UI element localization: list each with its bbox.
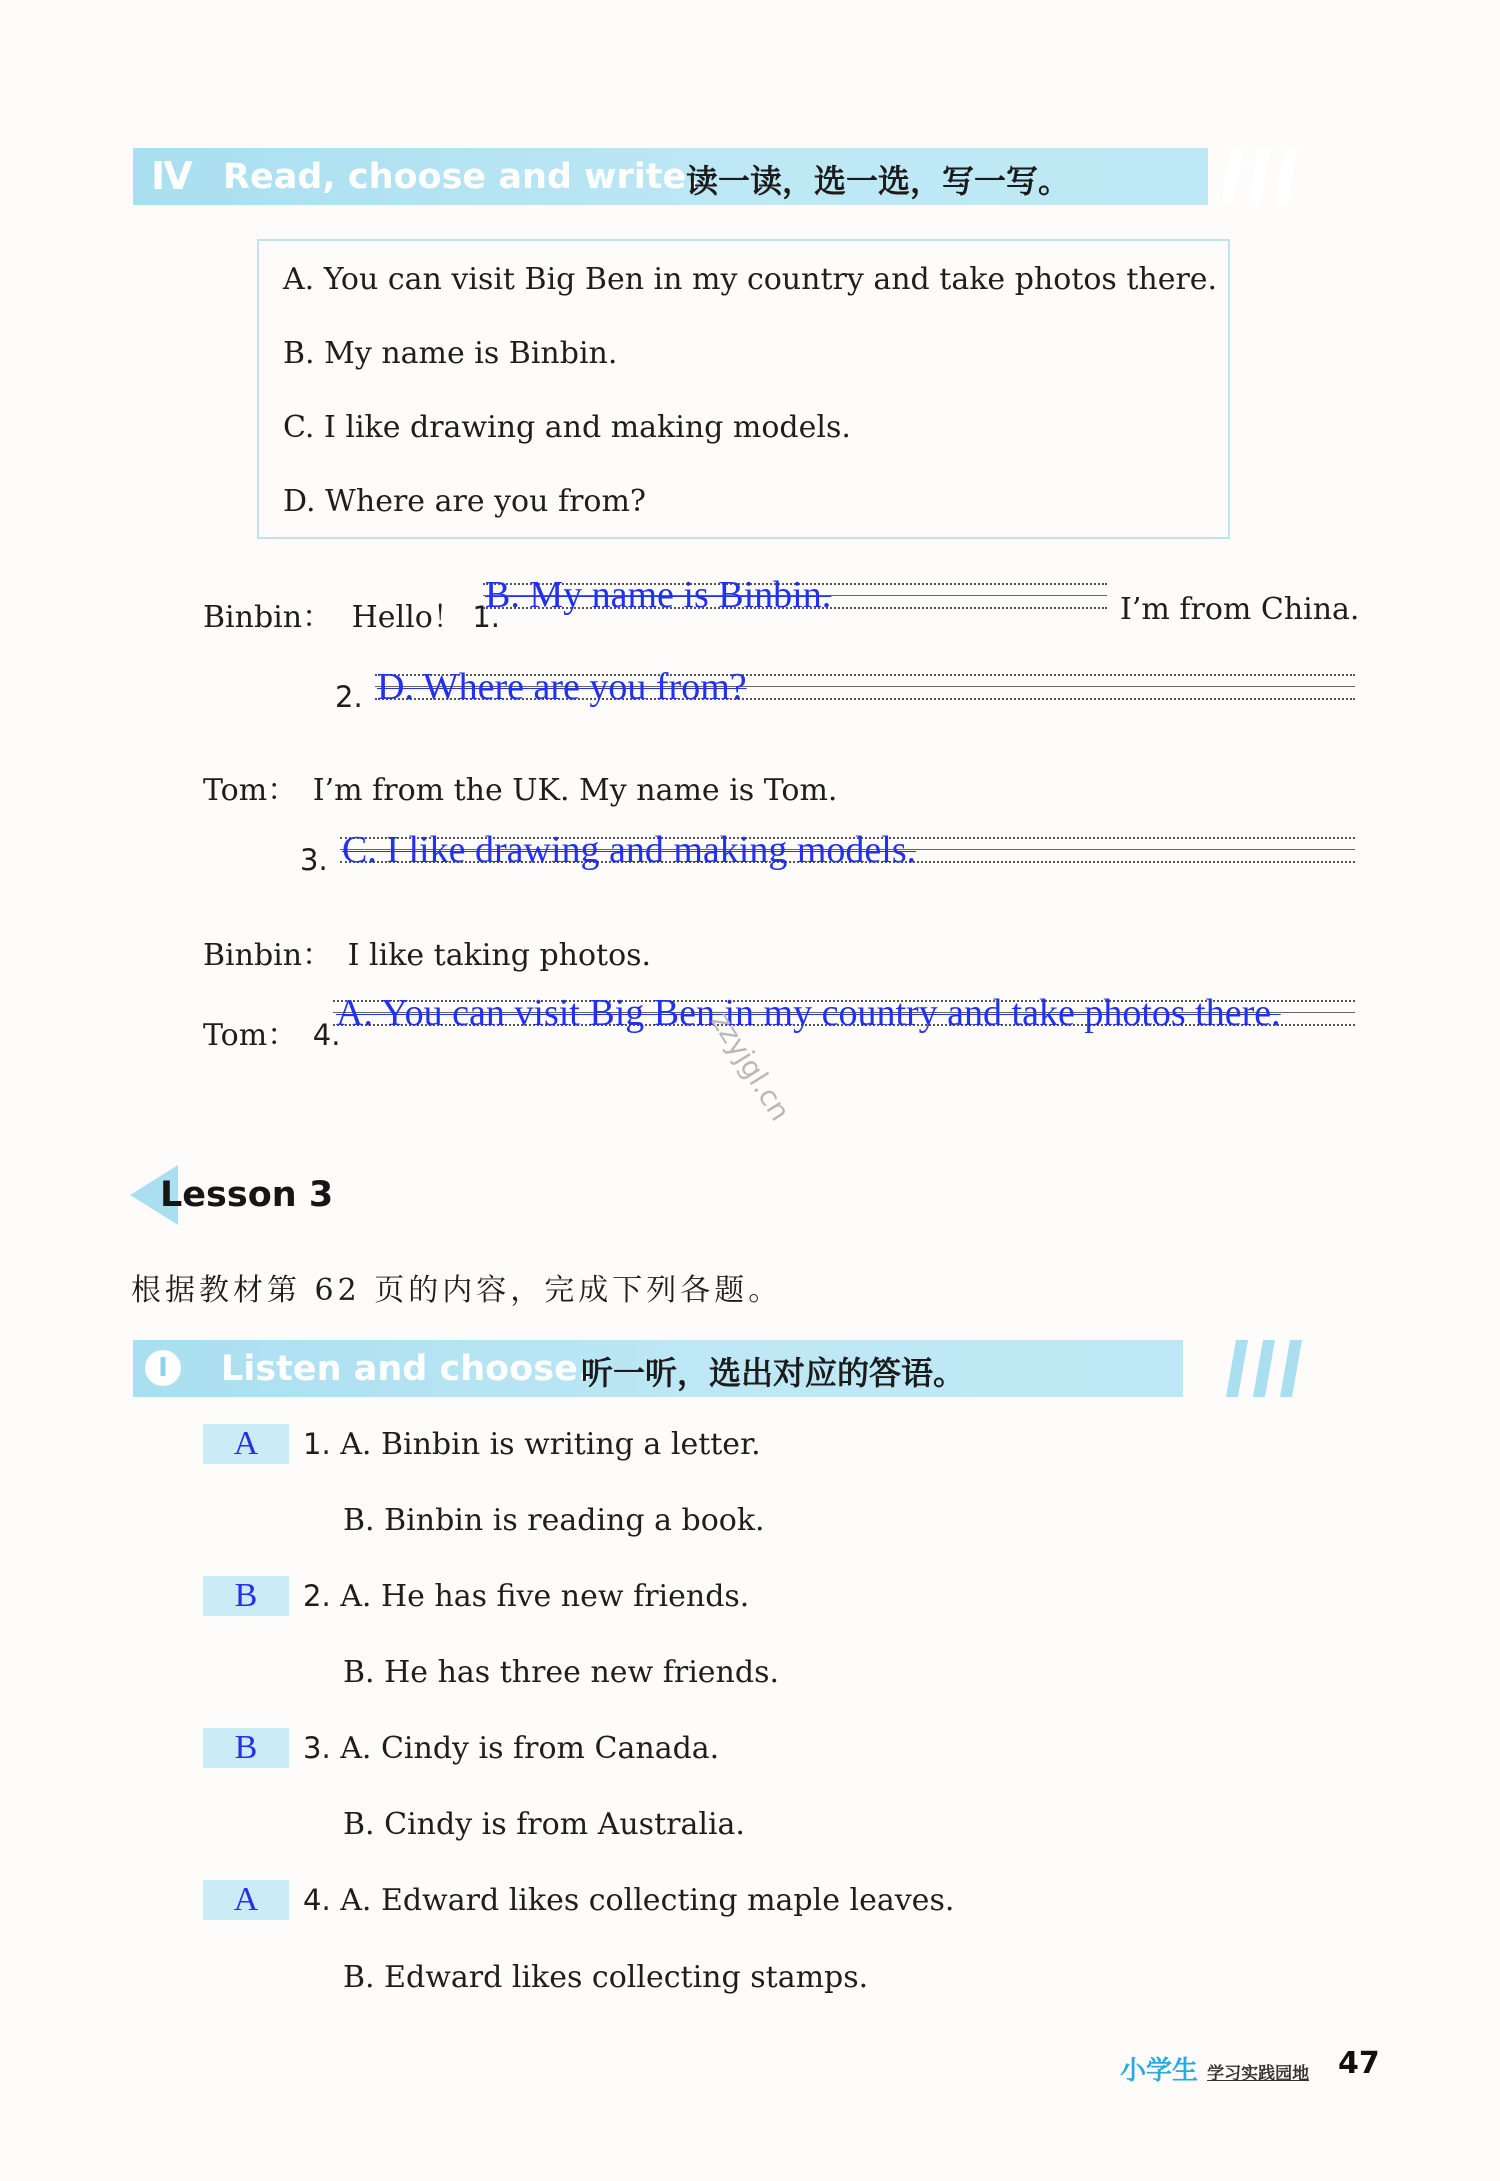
option-b-text: B. Binbin is reading a book. — [343, 1503, 765, 1538]
dialogue-text: Hello！ — [351, 600, 463, 635]
handwritten-answer-3: C. I like drawing and making models. — [342, 829, 917, 871]
handwritten-answer-4: A. You can visit Big Ben in my country and take photos there. — [336, 992, 1281, 1034]
dialogue-line-3 — [203, 765, 837, 809]
question-1 — [303, 1427, 761, 1462]
section-title-cn: 听一听，选出对应的答语。 — [581, 1354, 966, 1392]
speaker-tom: Tom： — [203, 1018, 298, 1053]
lesson-title: Lesson 3 — [160, 1175, 334, 1215]
option-b: B. My name is Binbin. — [283, 336, 618, 371]
dialogue-line-5 — [203, 930, 651, 974]
answer-box-1[interactable]: A — [203, 1424, 289, 1464]
banner-stripes-icon — [1218, 1340, 1313, 1397]
blank-number-1: 1. — [472, 600, 501, 634]
question-number: 2. — [303, 1579, 331, 1613]
section-title-en: Read, choose and write. — [223, 157, 700, 197]
section-numeral: Ⅳ — [151, 154, 193, 198]
question-2 — [303, 1579, 749, 1614]
question-4 — [303, 1883, 954, 1918]
answer-box-2[interactable]: B — [203, 1576, 289, 1616]
page-number: 47 — [1338, 2046, 1380, 2081]
question-number: 3. — [303, 1731, 331, 1765]
handwritten-answer-2: D. Where are you from? — [377, 666, 747, 708]
dialogue-text-after: I’m from China. — [1120, 592, 1360, 627]
brand-subtitle: 学习实践园地 — [1207, 2064, 1310, 2084]
dialogue-text: I’m from the UK. My name is Tom. — [312, 773, 838, 808]
question-number: 4. — [303, 1883, 331, 1917]
speaker-binbin: Binbin： — [203, 938, 333, 973]
blank-number-4: 4. — [312, 1018, 341, 1052]
dialogue-line-1 — [203, 592, 500, 636]
speaker-binbin: Binbin： — [203, 600, 333, 635]
option-b-text: B. Edward likes collecting stamps. — [343, 1960, 869, 1995]
option-a-text: A. Cindy is from Canada. — [340, 1731, 720, 1766]
dialogue-line-6 — [203, 1010, 340, 1054]
blank-number-2: 2. — [335, 680, 363, 714]
option-b-text: B. He has three new friends. — [343, 1655, 780, 1690]
banner-stripes-icon — [1213, 148, 1308, 205]
section-title-en: Listen and choose. — [221, 1349, 592, 1389]
option-a-text: A. He has five new friends. — [340, 1579, 750, 1614]
answer-box-3[interactable]: B — [203, 1728, 289, 1768]
brand-name: 小学生 — [1120, 2056, 1199, 2086]
footer-brand — [1120, 2050, 1309, 2087]
question-number: 1. — [303, 1427, 331, 1461]
option-d: D. Where are you from? — [283, 484, 647, 519]
section-title-cn: 读一读，选一选，写一写。 — [686, 162, 1071, 200]
option-c: C. I like drawing and making models. — [283, 410, 851, 445]
speaker-tom: Tom： — [203, 773, 298, 808]
blank-number-3: 3. — [300, 843, 328, 877]
answer-box-4[interactable]: A — [203, 1880, 289, 1920]
option-a-text: A. Edward likes collecting maple leaves. — [340, 1883, 955, 1918]
question-3 — [303, 1731, 719, 1766]
dialogue-line-2 — [335, 680, 363, 715]
lesson-intro: 根据教材第 62 页的内容，完成下列各题。 — [131, 1273, 783, 1308]
dialogue-text: I like taking photos. — [347, 938, 652, 973]
handwritten-answer-1: B. My name is Binbin. — [485, 574, 832, 616]
section-numeral: Ⅰ — [145, 1350, 181, 1386]
watermark: zzyjgl.cn — [704, 1006, 797, 1127]
option-a-text: A. Binbin is writing a letter. — [340, 1427, 761, 1462]
dialogue-line-4 — [300, 843, 328, 878]
section-banner-read-choose-write — [133, 148, 1208, 205]
option-a: A. You can visit Big Ben in my country and take photos there. — [283, 262, 1218, 297]
section-banner-listen-choose — [133, 1340, 1183, 1397]
option-b-text: B. Cindy is from Australia. — [343, 1807, 745, 1842]
